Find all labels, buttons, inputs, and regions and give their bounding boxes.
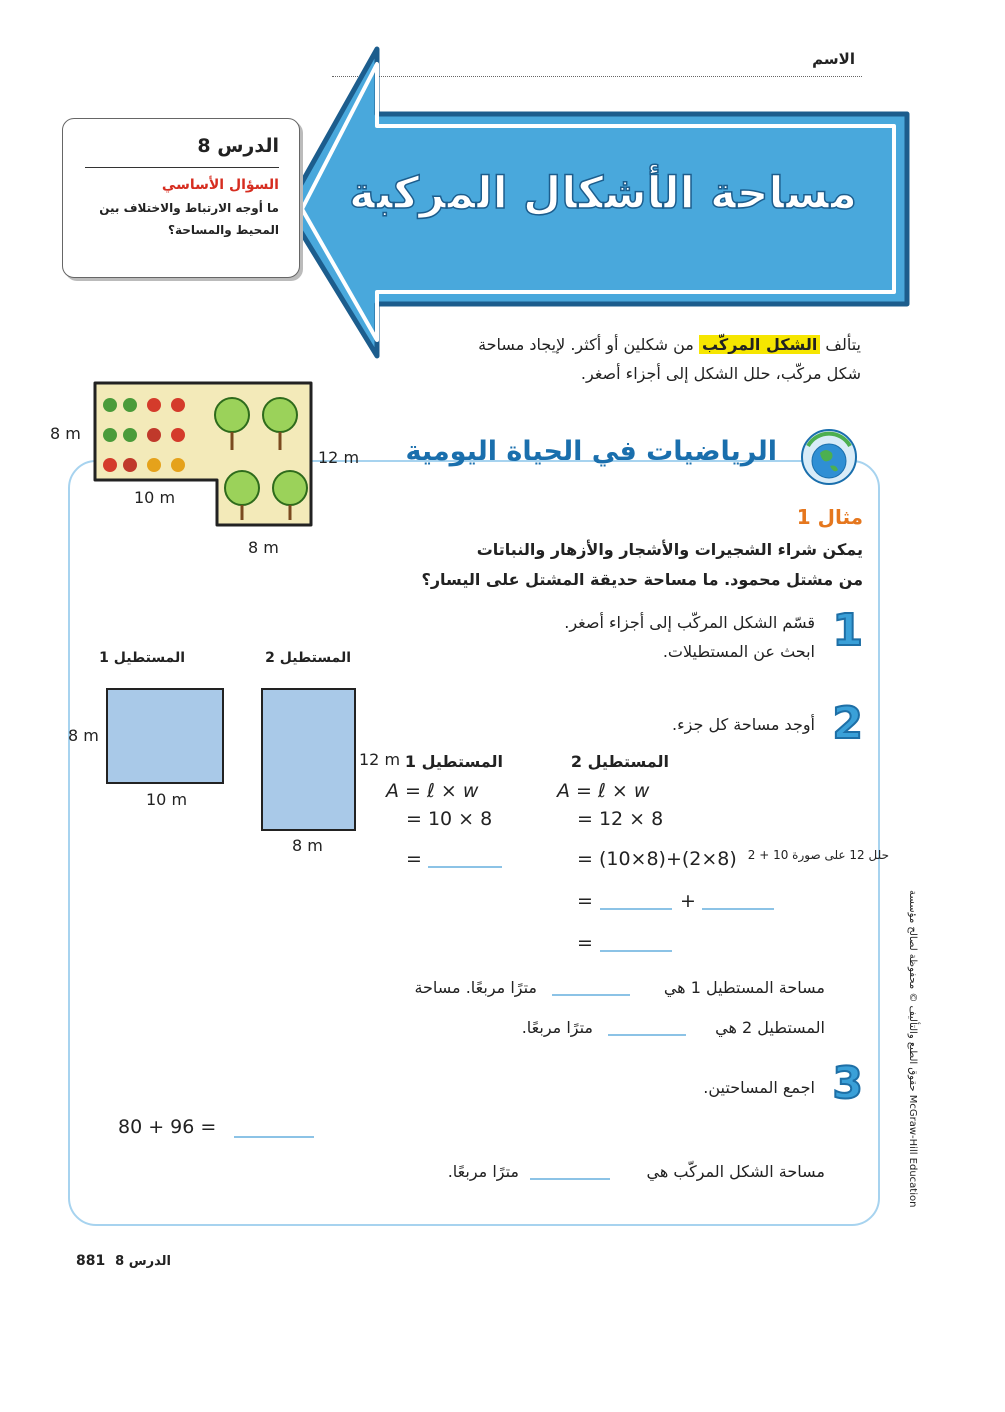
rect2-substitution: = 12 × 8 (577, 808, 664, 830)
composite-figure-term: الشكل المركّب (699, 335, 820, 354)
rect1-area-blank[interactable] (428, 844, 502, 868)
lesson-box (62, 118, 300, 278)
garden-left-label: 8 m (50, 424, 81, 443)
footer-lesson: الدرس 8 (115, 1254, 171, 1269)
plus-sign: + (680, 890, 696, 912)
step-1-line1: قسّم الشكل المركّب إلى أجزاء أصغر. (564, 613, 815, 632)
essential-question-title: السؤال الأساسي (161, 177, 279, 193)
rect2-bottom-label: 8 m (292, 836, 323, 855)
rect2-part1-blank[interactable] (600, 886, 672, 910)
example-question-line2: من مشتل محمود. ما مساحة حديقة المشتل على اليسار؟ (421, 570, 863, 589)
rectangle-2 (261, 688, 356, 831)
summary-line1-b: مترًا مربعًا. مساحة (414, 978, 537, 997)
sum-blank[interactable] (234, 1112, 314, 1138)
rectangle-1 (106, 688, 224, 784)
lesson-divider (85, 167, 279, 168)
rect2-equals-1: = (577, 890, 593, 912)
step-1-number: 1 (832, 605, 863, 656)
rect1-equals: = (406, 848, 422, 870)
page-title: مساحة الأشكال المركبة (349, 168, 857, 219)
step-3-number: 3 (832, 1058, 863, 1109)
final-line-a: مساحة الشكل المركّب هي (646, 1162, 825, 1181)
garden-bottom-label: 8 m (248, 538, 279, 557)
intro-line2: شكل مركّب، حلل الشكل إلى أجزاء أصغر. (580, 364, 861, 383)
summary-rect1-blank[interactable] (552, 976, 630, 996)
summary-rect2-blank[interactable] (608, 1016, 686, 1036)
globe-icon (800, 428, 858, 486)
rect2-part2-blank[interactable] (702, 886, 774, 910)
final-area-blank[interactable] (530, 1160, 610, 1180)
rect2-decomposition: = (10×8)+(2×8) (577, 848, 737, 870)
intro-line1 (478, 335, 861, 354)
step2-rect2-heading: المستطيل 2 (570, 752, 669, 771)
decompose-note: حلل 12 على صورة 10 + 2 (747, 848, 889, 862)
rect2-side-label: 12 m (359, 750, 401, 769)
rect1-left-label: 8 m (68, 726, 99, 745)
garden-inner-bottom-label: 10 m (134, 488, 176, 507)
rect2-formula: A = ℓ × w (557, 780, 650, 802)
everyday-math-title: الرياضيات في الحياة اليومية (405, 436, 777, 467)
final-line-b: مترًا مربعًا. (447, 1162, 519, 1181)
summary-line2-a: المستطيل 2 هي (715, 1018, 825, 1037)
garden-illustration (92, 380, 314, 528)
copyright-side: حقوق الطبع والتأليف © محفوظة لصالح مؤسسة McGraw-Hill Education (907, 890, 918, 1208)
step-2-text: أوجد مساحة كل جزء. (672, 715, 815, 734)
intro-pre: يتألف (820, 335, 861, 354)
step-3-text: اجمع المساحتين. (703, 1078, 815, 1097)
sum-expression: 80 + 96 = (118, 1116, 217, 1138)
example-question-line1: يمكن شراء الشجيرات والأشجار والأزهار والنباتات (476, 540, 863, 559)
rect1-formula: A = ℓ × w (386, 780, 479, 802)
rect1-title: المستطيل 1 (99, 650, 185, 666)
example-label: مثال 1 (796, 505, 863, 529)
rect2-title: المستطيل 2 (265, 650, 351, 666)
lesson-number: الدرس 8 (197, 135, 279, 157)
rect1-bottom-label: 10 m (146, 790, 188, 809)
rect1-substitution: = 10 × 8 (406, 808, 493, 830)
summary-line2-b: مترًا مربعًا. (521, 1018, 593, 1037)
page-number: 881 (76, 1253, 106, 1269)
step-2-number: 2 (832, 698, 863, 749)
intro-post: من شكلين أو أكثر. لإيجاد مساحة (478, 335, 699, 354)
essential-question-line1: ما أوجه الارتباط والاختلاف بين (99, 201, 279, 215)
summary-line1-a: مساحة المستطيل 1 هي (663, 978, 825, 997)
essential-question-line2: المحيط والمساحة؟ (168, 223, 279, 237)
rect2-equals-2: = (577, 932, 593, 954)
step2-rect1-heading: المستطيل 1 (404, 752, 503, 771)
step-1-line2: ابحث عن المستطيلات. (662, 642, 815, 661)
rect2-area-blank[interactable] (600, 928, 672, 952)
page (12, 10, 997, 1310)
name-label: الاسم (812, 50, 855, 68)
garden-right-label: 12 m (318, 448, 360, 467)
